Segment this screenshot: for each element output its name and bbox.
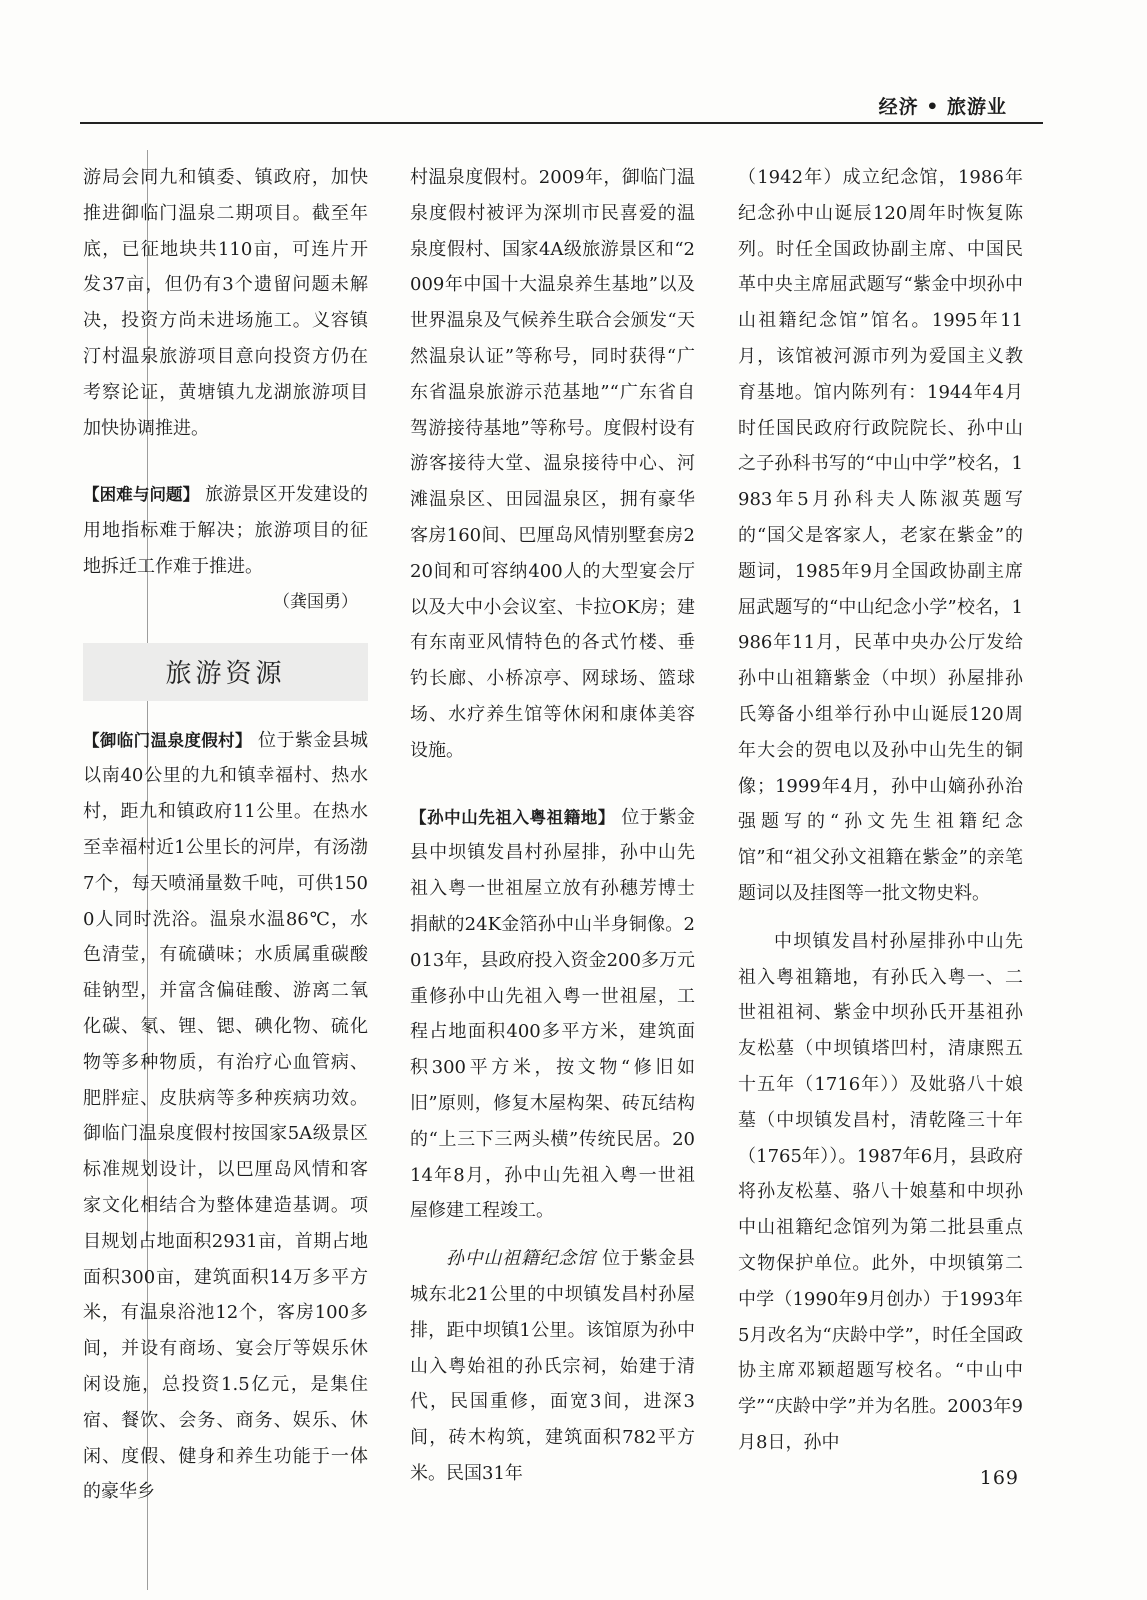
yulinmen-heading: 【御临门温泉度假村】 — [83, 730, 252, 750]
author-credit: （龚国勇） — [273, 591, 358, 612]
paragraph-memorial-cont: （1942年）成立纪念馆，1986年纪念孙中山诞辰120周年时恢复陈列。时任全国政协副主席、中国民革中央主席屈武题写“紫金中坝孙中山祖籍纪念馆”馆名。1995年11月，该馆被河源市列为爱国主义教育基地。馆内陈列有：1944年4月时任国民政府行政院院长、孙中山之子孙科书写的“中山中学”校名，1983年5月孙科夫人陈淑英题写的“国父是客家人，老家在紫金”的题词，1985年9月全国政协副主席屈武题写的“中山纪念小学”校名，1986年11月，民革中央办公厅发给孙中山祖籍紫金（中坝）孙屋排孙氏筹备小组举行孙中山诞辰120周年大会的贺电以及孙中山先生的铜像；1999年4月，孙中山嫡孙孙治强题写的“孙文先生祖籍纪念馆”和“祖父孙文祖籍在紫金”的亲笔题词以及挂图等一批文物史料。 — [738, 167, 1023, 904]
memorial-text: 位于紫金县城东北21公里的中坝镇发昌村孙屋排，距中坝镇1公里。该馆原为孙中山入粤始祖的孙氏宗祠，始建于清代，民国重修，面宽3间，进深3间，砖木构筑，建筑面积782平方米。民国31年 — [410, 1248, 695, 1484]
difficulty-text: 旅游景区开发建设的用地指标难于解决；旅游项目的征地拆迁工作难于推进。 — [83, 484, 369, 577]
difficulty-heading: 【困难与问题】 — [83, 485, 200, 505]
paragraph-intro: 游局会同九和镇委、镇政府，加快推进御临门温泉二期项目。截至年底，已征地块共110亩，可连片开发37亩，但仍有3个遗留问题未解决，投资方尚未进场施工。义容镇汀村温泉旅游项目意向投资方仍在考察论证，黄塘镇九龙湖旅游项目加快协调推进。 — [83, 167, 368, 439]
page-number: 169 — [979, 1467, 1019, 1489]
sun-ancestral-text: 位于紫金县中坝镇发昌村孙屋排，孙中山先祖入粤一世祖屋立放有孙穗芳博士捐献的24K金箔孙中山半身铜像。2013年，县政府投入资金200多万元重修孙中山先祖入粤一世祖屋，工程占地面积400多平方米，建筑面积300平方米，按文物“修旧如旧”原则，修复木屋构架、砖瓦结构的“上三下三两头横”传统民居。2014年8月，孙中山先祖入粤一世祖屋修建工程竣工。 — [410, 806, 696, 1222]
paragraph-zhongba: 中坝镇发昌村孙屋排孙中山先祖入粤祖籍地，有孙氏入粤一、二世祖祖祠、紫金中坝孙氏开基祖孙友松墓（中坝镇塔凹村，清康熙五十五年（1716年））及妣骆八十娘墓（中坝镇发昌村，清乾隆三十年（1765年））。1987年6月，县政府将孙友松墓、骆八十娘墓和中坝孙中山祖籍纪念馆列为第二批县重点文物保护单位。此外，中坝镇第二中学（1990年9月创办）于1993年5月改名为“庆龄中学”，时任全国政协主席邓颖超题写校名。“中山中学”“庆龄中学”并为名胜。2003年9月8日，孙中 — [738, 930, 1023, 1453]
section-header — [83, 643, 368, 701]
column-2 — [410, 160, 695, 1492]
header-rule — [80, 122, 1043, 124]
section-title: 旅游资源 — [165, 659, 286, 690]
column-3 — [738, 160, 1023, 1461]
memorial-heading: 孙中山祖籍纪念馆 — [446, 1248, 596, 1270]
running-header: 经济 • 旅游业 — [878, 96, 1007, 118]
paragraph-sun-ancestral — [410, 800, 695, 1230]
paragraph-resort-cont: 村温泉度假村。2009年，御临门温泉度假村被评为深圳市民喜爱的温泉度假村、国家4A级旅游景区和“2009年中国十大温泉养生基地”以及世界温泉及气候养生联合会颁发“天然温泉认证”等称号，同时获得“广东省温泉旅游示范基地”“广东省自驾游接待基地”等称号。度假村设有游客接待大堂、温泉接待中心、河滩温泉区、田园温泉区，拥有豪华客房160间、巴厘岛风情别墅套房220间和可容纳400人的大型宴会厅以及大中小会议室、卡拉OK房；建有东南亚风情特色的各式竹楼、垂钓长廊、小桥凉亭、网球场、篮球场、水疗养生馆等休闲和康体美容设施。 — [410, 167, 695, 761]
paragraph-memorial — [410, 1241, 695, 1492]
sun-ancestral-heading: 【孙中山先祖入粤祖籍地】 — [410, 807, 615, 827]
column-1 — [83, 160, 368, 1510]
paragraph-difficulty — [83, 477, 368, 584]
yulinmen-text: 位于紫金县城以南40公里的九和镇幸福村、热水村，距九和镇政府11公里。在热水至幸福村近1公里长的河岸，有汤渤7个，每天喷涌量数千吨，可供1500人同时洗浴。温泉水温86℃，水色清莹，有硫磺味；水质属重碳酸硅钠型，并富含偏硅酸、游离二氧化碳、氡、锂、锶、碘化物、硫化物等多种物质，有治疗心血管病、肥胖症、皮肤病等多种疾病功效。御临门温泉度假村按国家5A级景区标准规划设计，以巴厘岛风情和客家文化相结合为整体建造基调。项目规划占地面积2931亩，首期占地面积300亩，建筑面积14万多平方米，有温泉浴池12个，客房100多间，并设有商场、宴会厅等娱乐休闲设施，总投资1.5亿元，是集住宿、餐饮、会务、商务、娱乐、休闲、度假、健身和养生功能于一体的豪华乡 — [83, 729, 369, 1503]
paragraph-yulinmen — [83, 723, 368, 1511]
